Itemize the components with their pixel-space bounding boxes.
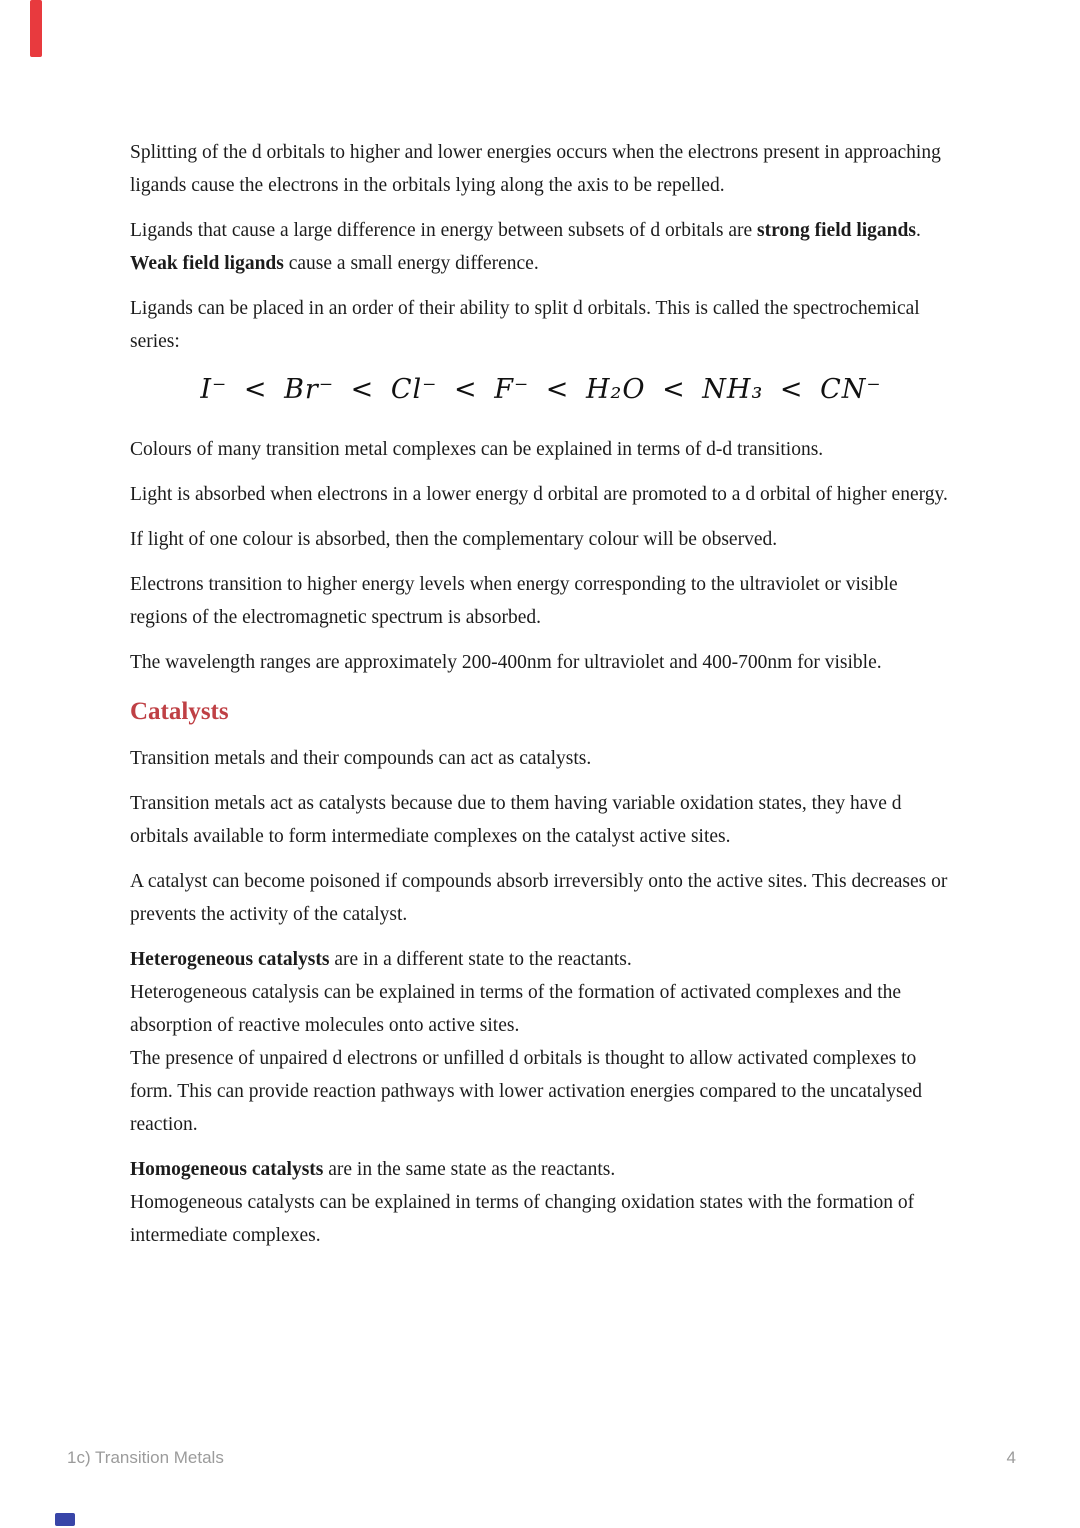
heterogeneous-catalysts-bold: Heterogeneous catalysts (130, 949, 330, 970)
heterogeneous-mechanism-line: The presence of unpaired d electrons or unfilled d orbitals is thought to allow activated complexes to form. This can provide reaction pathways with lower activation energies compared to the uncatalysed reaction. (130, 1048, 923, 1135)
paragraph-text: . (915, 220, 921, 241)
paragraph-text: cause a small energy difference. (283, 253, 539, 274)
paragraph-splitting: Splitting of the d orbitals to higher and lower energies occurs when the electrons present in approaching ligands cause the electrons in the orbitals lying along the axis to be repelled. (130, 142, 941, 196)
heterogeneous-lead-line (130, 943, 952, 976)
paragraph-text: Ligands that cause a large difference in energy between subsets of d orbitals are (130, 220, 758, 241)
paragraph-text: are in a different state to the reactants. (329, 949, 632, 970)
paragraph-catalyst-poisoned: A catalyst can become poisoned if compounds absorb irreversibly onto the active sites. This decreases or prevents the activity of the catalyst. (130, 871, 948, 925)
homogeneous-catalysts-bold: Homogeneous catalysts (130, 1159, 324, 1180)
paragraph-catalysts-why: Transition metals act as catalysts because due to them having variable oxidation states, they have d orbitals available to form intermediate complexes on the catalyst active sites. (130, 793, 902, 847)
heterogeneous-explanation-line: Heterogeneous catalysis can be explained in terms of the formation of activated complexes and the absorption of reactive molecules onto active sites. (130, 982, 902, 1036)
page-content (130, 136, 952, 1264)
blue-pen-mark (55, 1513, 75, 1526)
paragraph-text: are in the same state as the reactants. (323, 1159, 616, 1180)
paragraph-light-absorbed: Light is absorbed when electrons in a lower energy d orbital are promoted to a d orbital of higher energy. (130, 484, 948, 505)
strong-field-ligands-bold: strong field ligands (757, 220, 916, 241)
paragraph-spectrochemical-intro: Ligands can be placed in an order of their ability to split d orbitals. This is called the spectrochemical series: (130, 298, 920, 352)
homogeneous-lead-line (130, 1153, 952, 1186)
paragraph-complementary-colour: If light of one colour is absorbed, then the complementary colour will be observed. (130, 529, 778, 550)
paragraph-field-ligands (130, 214, 952, 280)
heterogeneous-catalysts-block (130, 943, 952, 1141)
footer-page-number: 4 (1006, 1448, 1016, 1467)
paragraph-uv-visible: Electrons transition to higher energy levels when energy corresponding to the ultraviolet or visible regions of the electromagnetic spectrum is absorbed. (130, 574, 898, 628)
paragraph-colours: Colours of many transition metal complexes can be explained in terms of d-d transitions. (130, 439, 824, 460)
homogeneous-catalysts-block (130, 1153, 952, 1252)
weak-field-ligands-bold: Weak field ligands (130, 253, 284, 274)
paragraph-catalysts-intro: Transition metals and their compounds can act as catalysts. (130, 748, 592, 769)
catalysts-heading: Catalysts (130, 698, 229, 725)
homogeneous-explanation-line: Homogeneous catalysts can be explained in terms of changing oxidation states with the formation of intermediate complexes. (130, 1192, 915, 1246)
footer-chapter-label: 1c) Transition Metals (67, 1448, 224, 1467)
paragraph-wavelength-ranges: The wavelength ranges are approximately 200-400nm for ultraviolet and 400-700nm for visible. (130, 652, 882, 673)
red-pen-mark (30, 0, 42, 57)
spectrochemical-series-formula: I⁻ < Br⁻ < Cl⁻ < F⁻ < H₂O < NH₃ < CN⁻ (200, 374, 882, 405)
